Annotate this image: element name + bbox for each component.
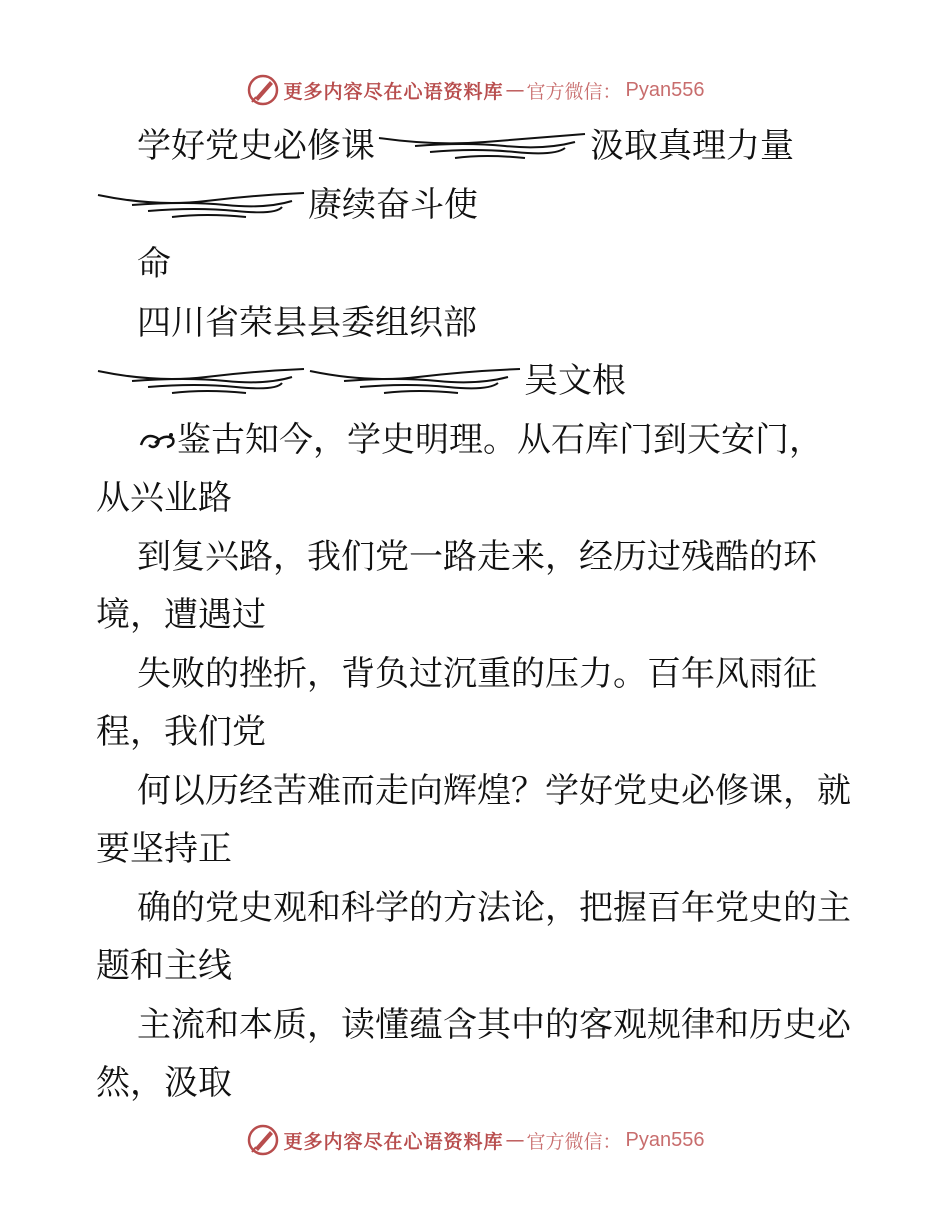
title-part-3: 赓续奋斗使: [308, 185, 478, 225]
body-line-5: [137, 645, 817, 703]
watermark-wechat-label: 官方微信：: [526, 80, 622, 103]
body-text: 到复兴路，我们党一路走来，经历过残酷的环: [137, 537, 817, 577]
body-line-2: [96, 469, 232, 527]
body-line-10: [96, 937, 232, 995]
quill-logo-icon: [246, 73, 280, 107]
ornament-icon: [137, 423, 177, 457]
body-text: 然，汲取: [96, 1063, 232, 1103]
footer-watermark: [0, 1120, 950, 1160]
title-line-3: [137, 235, 171, 293]
body-text: 何以历经苦难而走向辉煌？学好党史必修课，就: [137, 771, 851, 811]
body-text: 确的党史观和科学的方法论，把握百年党史的主: [137, 888, 851, 928]
body-line-8: [96, 820, 232, 878]
body-line-9: [137, 879, 851, 937]
watermark-separator: —: [505, 1129, 525, 1151]
body-text: 鉴古知今，学史明理。从石库门到天安门，: [177, 420, 823, 460]
author-line: [96, 352, 626, 410]
title-part-4: 命: [137, 244, 171, 284]
organization-name: 四川省荣县县委组织部: [137, 303, 477, 343]
body-text: 题和主线: [96, 946, 232, 986]
watermark-separator: —: [505, 79, 525, 101]
org-line: [137, 294, 477, 352]
body-text: 要坚持正: [96, 829, 232, 869]
wavy-separator-icon: [375, 126, 590, 166]
title-part-2: 汲取真理力量: [590, 126, 794, 166]
watermark-wechat-id: Pyan556: [625, 1128, 705, 1151]
body-text: 境，遭遇过: [96, 595, 266, 635]
wavy-separator-icon: [308, 361, 524, 401]
body-line-12: [96, 1054, 232, 1112]
title-line-2: [96, 176, 478, 234]
body-text: 程，我们党: [96, 712, 266, 752]
body-line-6: [96, 703, 266, 761]
body-line-7: [137, 762, 851, 820]
title-line-1: [137, 117, 794, 175]
watermark-brand: 更多内容尽在心语资料库: [283, 1130, 504, 1153]
body-text: 失败的挫折，背负过沉重的压力。百年风雨征: [137, 654, 817, 694]
body-line-1: [137, 411, 823, 469]
body-line-4: [96, 586, 266, 644]
title-part-1: 学好党史必修课: [137, 126, 375, 166]
header-watermark: [0, 70, 950, 110]
quill-logo-icon: [246, 1123, 280, 1157]
wavy-separator-icon: [96, 361, 308, 401]
body-line-11: [137, 996, 851, 1054]
watermark-wechat-id: Pyan556: [625, 78, 705, 101]
body-line-3: [137, 528, 817, 586]
body-text: 从兴业路: [96, 478, 232, 518]
body-text: 主流和本质，读懂蕴含其中的客观规律和历史必: [137, 1005, 851, 1045]
watermark-wechat-label: 官方微信：: [526, 1130, 622, 1153]
watermark-brand: 更多内容尽在心语资料库: [283, 80, 504, 103]
wavy-separator-icon: [96, 185, 308, 225]
author-name: 吴文根: [524, 361, 626, 401]
